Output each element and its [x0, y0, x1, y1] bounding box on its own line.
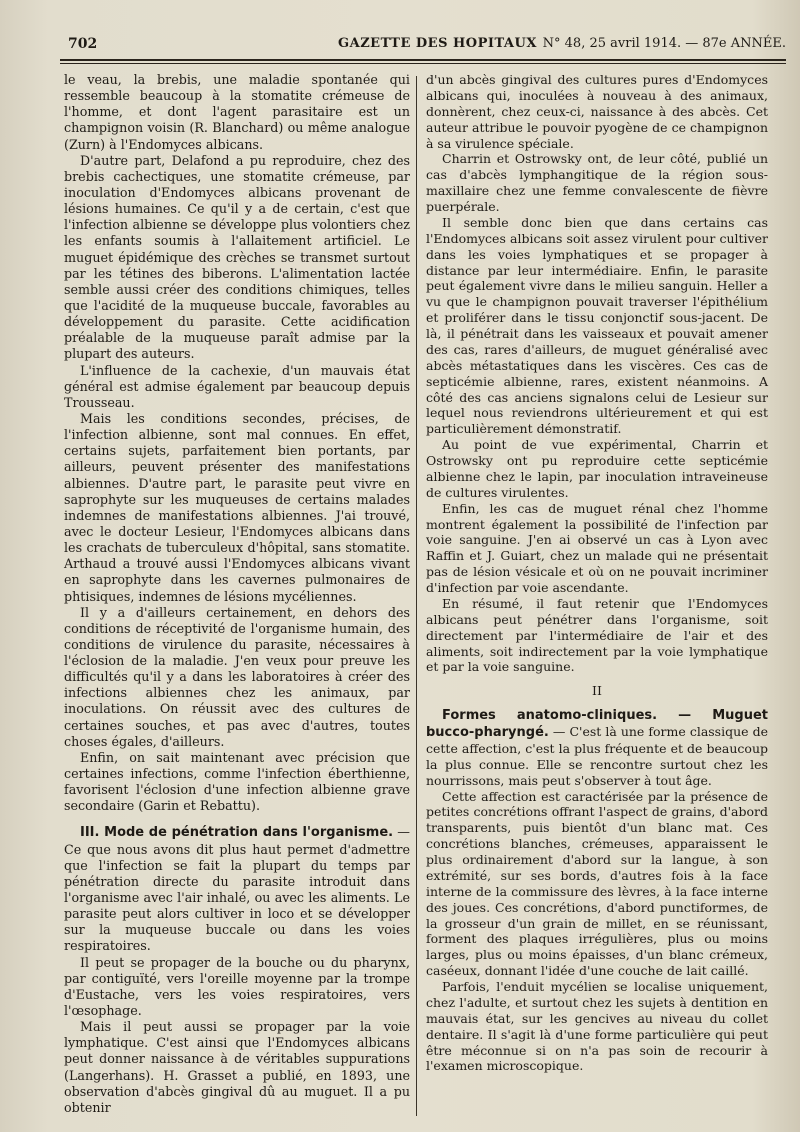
header-rule-thick: [60, 59, 786, 61]
section-text: — C'est là une forme classique de cette affection, c'est la plus fréquente et de beaucoup la plus connue. Elle se rencontre surtout chez les nourrissons, mais peut s'observer à tout âge.: [426, 724, 768, 788]
right-column: [426, 72, 768, 1074]
paragraph: Charrin et Ostrowsky ont, de leur côté, publié un cas d'abcès lymphangitique de la région sous-maxillaire chez une femme convalescente de fièvre puerpérale.: [426, 151, 768, 214]
paragraph: d'un abcès gingival des cultures pures d'Endomyces albicans qui, inoculées à nouveau à des animaux, donnèrent, chez ceux-ci, naissance à des abcès. Cet auteur attribue le pouvoir pyogène de ce champignon à sa virulence spéciale.: [426, 72, 768, 151]
page-number: 702: [68, 36, 98, 52]
paragraph: Mais il peut aussi se propager par la voie lymphatique. C'est ainsi que l'Endomyces albicans peut donner naissance à de véritables suppurations (Langerhans). H. Grasset a publié, en 1893, une observation d'abcès gingival dû au muguet. Il a pu obtenir: [64, 1019, 410, 1115]
paragraph: Mais les conditions secondes, précises, de l'infection albienne, sont mal connues. En effet, certains sujets, parfaitement bien portants, par ailleurs, peuvent présenter des manifestations albiennes. D'autre part, le parasite peut vivre en saprophyte sur les muqueuses de certains malades indemnes de manifestations albiennes. J'ai trouvé, avec le docteur Lesieur, l'Endomyces albicans dans les crachats de tuberculeux d'hôpital, sans stomatite. Arthaud a trouvé aussi l'Endomyces albicans vivant en saprophyte dans les cavernes pulmonaires de phtisiques, indemnes de lésions mycéliennes.: [64, 410, 410, 604]
section-text: — Ce que nous avons dit plus haut permet d'admettre que l'infection se fait la plupart du temps par pénétration directe du parasite introduit dans l'organisme avec l'air inhalé, ou avec les aliments. Le parasite peut alors cultiver in loco et se développer sur la muqueuse buccale ou dans les voies respiratoires.: [64, 824, 410, 954]
paragraph: Il peut se propager de la bouche ou du pharynx, par contiguïté, vers l'oreille moyenne par la trompe d'Eustache, vers les voies respiratoires, vers l'œsophage.: [64, 954, 410, 1019]
header-rule-thin: [60, 63, 786, 64]
section-number: II: [592, 683, 602, 699]
paragraph: Au point de vue expérimental, Charrin et Ostrowsky ont pu reproduire cette septicémie albienne chez le lapin, par inoculation intraveineuse de cultures virulentes.: [426, 437, 768, 500]
issue-info: N° 48, 25 avril 1914. — 87e ANNÉE.: [542, 36, 786, 51]
paragraph: le veau, la brebis, une maladie spontanée qui ressemble beaucoup à la stomatite crémeuse de l'homme, et dont l'agent parasitaire est un champignon voisin (R. Blanchard) ou même analogue (Zurn) à l'Endomyces albicans.: [64, 72, 410, 152]
section-paragraph: [64, 824, 410, 954]
section-heading: Formes anatomo-cliniques. — Muguet bucco-pharyngé.: [426, 708, 768, 740]
column-divider: [416, 76, 417, 1116]
section-paragraph: [426, 707, 768, 788]
paragraph: D'autre part, Delafond a pu reproduire, chez des brebis cachectiques, une stomatite crémeuse, par inoculation d'Endomyces albicans provenant de lésions humaines. Ce qu'il y a de certain, c'est que l'infection albienne se développe plus volontiers chez les enfants soumis à l'allaitement artificiel. Le muguet épidémique des crèches se transmet surtout par les tétines des biberons. L'alimentation lactée semble aussi créer des conditions chimiques, telles que l'acidité de la muqueuse buccale, favorables au développement du parasite. Cette acidification préalable de la muqueuse paraît admise par la plupart des auteurs.: [64, 152, 410, 362]
paragraph: Parfois, l'enduit mycélien se localise uniquement, chez l'adulte, et surtout chez les sujets à dentition en mauvais état, sur les gencives au niveau du collet dentaire. Il s'agit là d'une forme particulière qui peut être méconnue si on n'a pas soin de recourir à l'examen microscopique.: [426, 979, 768, 1074]
paragraph: Enfin, on sait maintenant avec précision que certaines infections, comme l'infection éberthienne, favorisent l'éclosion d'une infection albienne grave secondaire (Garin et Rebattu).: [64, 749, 410, 814]
paragraph: En résumé, il faut retenir que l'Endomyces albicans peut pénétrer dans l'organisme, soit directement par l'intermédiaire de l'air et des aliments, soit indirectement par la voie lymphatique et par la voie sanguine.: [426, 595, 768, 675]
paragraph: Il semble donc bien que dans certains cas l'Endomyces albicans soit assez virulent pour cultiver dans les voies lymphatiques et se propager à distance par leur intermédiaire. Enfin, le parasite peut également vivre dans le milieu sanguin. Heller a vu que le champignon pouvait traverser l'épithélium et proliférer dans le tissu conjonctif sous-jacent. De là, il pénétrait dans les vaisseaux et pouvait amener des cas, rares d'ailleurs, de muguet généralisé avec abcès métastatiques dans les viscères. Ces cas de septicémie albienne, rares, existent néanmoins. A côté des cas anciens signalons celui de Lesieur sur lequel nous reviendrons ultérieurement et qui est particulièrement démonstratif.: [426, 214, 768, 437]
page-header: [60, 30, 786, 56]
paragraph: Enfin, les cas de muguet rénal chez l'homme montrent également la possibilité de l'infection par voie sanguine. J'en ai observé un cas à Lyon avec Raffin et J. Guiart, chez un malade qui ne présentait pas de lésion vésicale et où on ne pouvait incriminer d'infection par voie ascendante.: [426, 500, 768, 595]
paragraph: Cette affection est caractérisée par la présence de petites concrétions offrant l'aspect de grains, d'abord transparents, puis bientôt d'un blanc mat. Ces concrétions blanches, crémeuses, apparaissent le plus ordinairement d'abord sur la langue, à son extrémité, sur ses bords, d'autres fois à la face interne de la commissure des lèvres, à la face interne des joues. Ces concrétions, d'abord punctiformes, de la grosseur d'un grain de millet, en se réunissant, forment des plaques irrégulières, plus ou moins larges, plus ou moins épaisses, d'un blanc crémeux, caséeux, donnant l'idée d'une couche de lait caillé.: [426, 788, 768, 979]
journal-title: GAZETTE DES HOPITAUX: [338, 36, 537, 51]
paragraph: Il y a d'ailleurs certainement, en dehors des conditions de réceptivité de l'organisme humain, des conditions de virulence du parasite, nécessaires à l'éclosion de la maladie. J'en veux pour preuve les difficultés qu'il y a dans les laboratoires à créer des infections albiennes chez les animaux, par inoculations. On réussit avec des cultures de certaines souches, et pas avec d'autres, toutes choses égales, d'ailleurs.: [64, 604, 410, 749]
section-heading: III. Mode de pénétration dans l'organisme.: [80, 825, 394, 841]
left-column: [64, 72, 410, 1116]
paragraph: L'influence de la cachexie, d'un mauvais état général est admise également par beaucoup depuis Trousseau.: [64, 362, 410, 410]
